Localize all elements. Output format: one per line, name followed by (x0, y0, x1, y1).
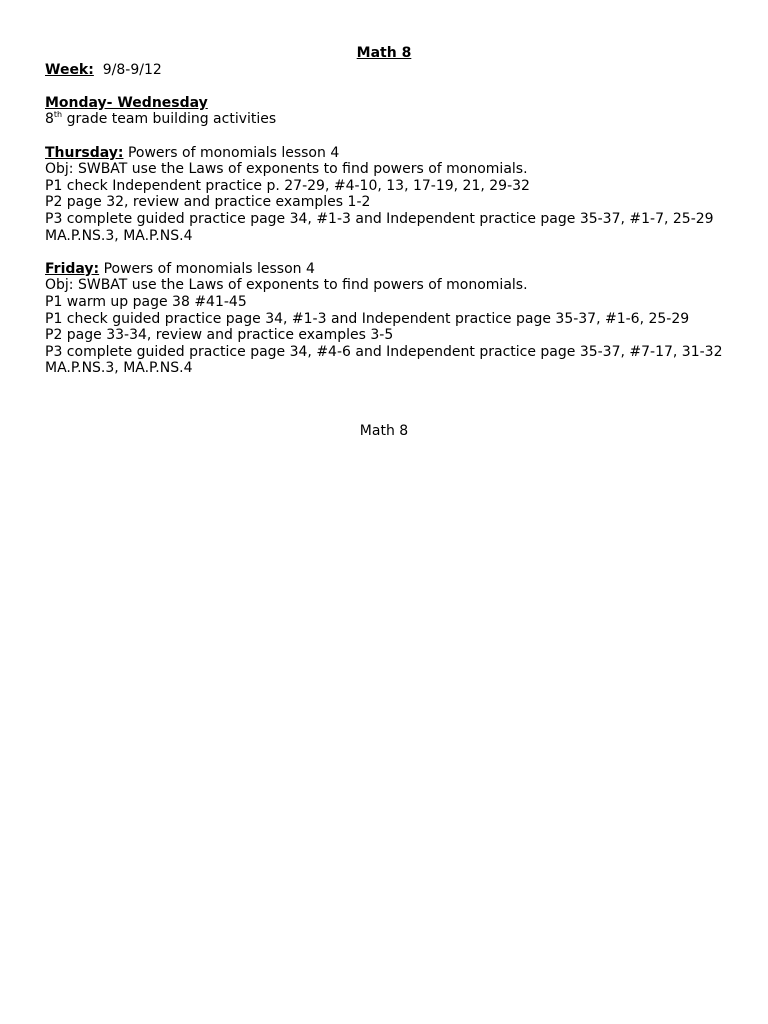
document-page (45, 45, 735, 377)
friday-line: Obj: SWBAT use the Laws of exponents to find powers of monomials. (45, 277, 528, 294)
friday-line: P1 warm up page 38 #41-45 (45, 293, 247, 310)
friday-topic: Powers of monomials lesson 4 (103, 260, 315, 277)
week-value: 9/8-9/12 (102, 61, 162, 78)
friday-line: MA.P.NS.3, MA.P.NS.4 (45, 360, 193, 377)
thursday-line: Obj: SWBAT use the Laws of exponents to find powers of monomials. (45, 161, 528, 178)
friday-heading-line (45, 261, 735, 278)
monday-wednesday-activity-line (45, 111, 735, 128)
grade-suffix: th (53, 110, 63, 120)
week-label: Week: (45, 61, 94, 78)
monday-wednesday-heading-line (45, 95, 735, 112)
week-line (45, 62, 735, 79)
thursday-line: P2 page 32, review and practice examples 1-2 (45, 194, 371, 211)
monday-wednesday-heading: Monday- Wednesday (45, 94, 208, 111)
friday-line: P3 complete guided practice page 34, #4-6 and Independent practice page 35-37, #7-17, 31-32 (45, 343, 723, 360)
thursday-topic: Powers of monomials lesson 4 (127, 144, 340, 161)
friday-line: P2 page 33-34, review and practice examples 3-5 (45, 327, 394, 344)
page-footer: Math 8 (359, 423, 409, 439)
thursday-label: Thursday: (45, 144, 124, 161)
friday-line: P1 check guided practice page 34, #1-3 and Independent practice page 35-37, #1-6, 25-29 (45, 310, 690, 327)
spacer (45, 128, 735, 145)
grade-number: 8 (45, 111, 54, 128)
thursday-line: P3 complete guided practice page 34, #1-3 and Independent practice page 35-37, #1-7, 25-29 (45, 210, 714, 227)
thursday-line: MA.P.NS.3, MA.P.NS.4 (45, 227, 193, 244)
spacer (45, 244, 735, 261)
thursday-line: P1 check Independent practice p. 27-29, #4-10, 13, 17-19, 21, 29-32 (45, 177, 530, 194)
friday-label: Friday: (45, 260, 100, 277)
spacer (45, 78, 735, 95)
title-text: Math 8 (356, 45, 412, 61)
activity-text: grade team building activities (62, 111, 277, 128)
thursday-heading-line (45, 145, 735, 162)
document-title (45, 45, 723, 62)
